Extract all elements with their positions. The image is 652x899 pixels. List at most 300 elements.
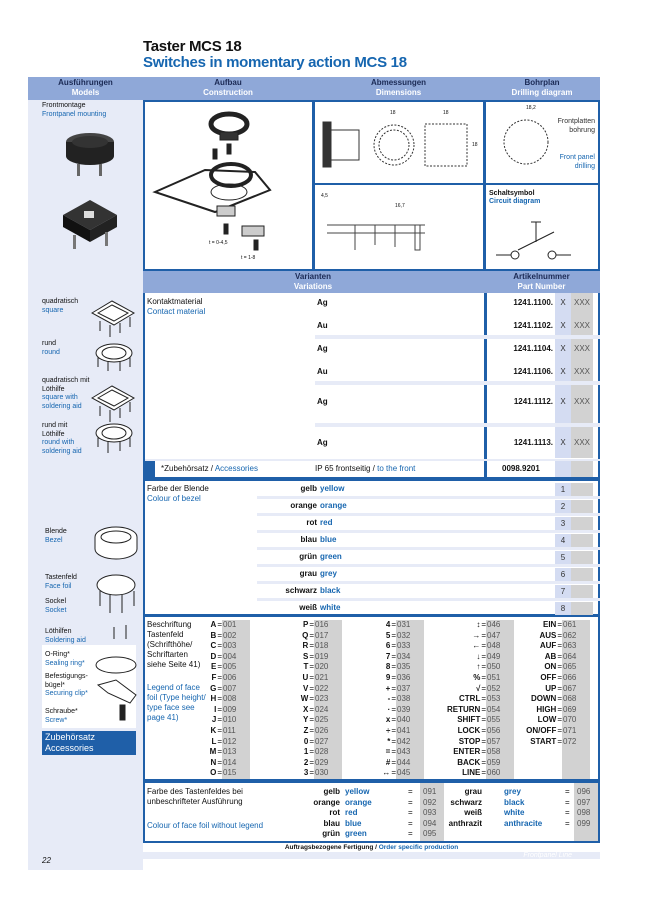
legend-key: U	[302, 672, 309, 682]
legend-entry	[208, 726, 250, 737]
bezel-color-de: grün	[299, 552, 317, 561]
face-color-en: black	[504, 797, 525, 807]
equals-sign: =	[217, 641, 222, 651]
page-title	[143, 39, 407, 71]
equals-sign: =	[408, 818, 413, 828]
equals-sign: =	[481, 736, 486, 746]
equals-sign: =	[557, 672, 562, 682]
contact-material-value: Au	[317, 367, 328, 376]
circuit-label-en: Circuit diagram	[489, 198, 541, 205]
legend-key: DOWN	[531, 694, 557, 704]
legend-entry	[520, 684, 590, 695]
legend-entry	[382, 694, 424, 705]
part-number: 1241.1104.	[513, 344, 553, 353]
acc-en: Accessories	[45, 743, 94, 753]
bezel-color-table	[143, 479, 600, 616]
side-dimension-diagram	[313, 183, 485, 271]
equals-sign: =	[557, 641, 562, 651]
legend-code: 044	[396, 758, 424, 769]
mounting-label	[42, 102, 106, 119]
part-number-x: X	[560, 321, 566, 330]
legend-entry	[382, 684, 424, 695]
legend-entry	[382, 620, 424, 631]
footer-de: Auftragsbezogene Fertigung /	[284, 844, 377, 851]
legend-entry	[208, 684, 250, 695]
legend-entry	[438, 652, 514, 663]
part-en: Screw*	[45, 716, 68, 724]
round-switch-photo	[66, 133, 114, 176]
part-number-xxx: XXX	[573, 397, 590, 406]
legend-code: 039	[396, 705, 424, 716]
legend-empty	[520, 747, 590, 758]
equals-sign: =	[557, 694, 562, 704]
legend-key: R	[302, 641, 309, 651]
bezel-code-placeholder	[571, 551, 593, 564]
equals-sign: =	[557, 620, 562, 629]
equals-sign: =	[309, 662, 314, 672]
legend-code: 035	[396, 662, 424, 673]
face-color-code: 091	[423, 787, 437, 796]
equals-sign: =	[481, 715, 486, 725]
part-securing-clip	[45, 673, 91, 699]
part-number: 1241.1102.	[513, 321, 553, 330]
legend-entry	[382, 758, 424, 769]
part-number-xxx: XXX	[573, 344, 590, 353]
legend-key: LINE	[462, 768, 481, 778]
bezel-color-de: grau	[299, 569, 317, 578]
equals-sign: =	[217, 757, 222, 767]
legend-key: ↕	[476, 620, 481, 629]
legend-key: Y	[302, 715, 309, 725]
face-color-code: 093	[423, 808, 437, 817]
bezel-color-de: orange	[290, 501, 317, 510]
equals-sign: =	[391, 641, 396, 651]
equals-sign: =	[309, 757, 314, 767]
face-color-de: gelb	[323, 787, 340, 796]
legend-key: →	[472, 630, 481, 640]
header-construction	[143, 77, 313, 100]
contact-material-label	[147, 297, 205, 317]
equals-sign: =	[481, 630, 486, 640]
legend-empty	[520, 768, 590, 779]
face-color-de: orange	[313, 797, 340, 807]
legend-entry	[208, 715, 250, 726]
part-number-xxx: XXX	[573, 298, 590, 307]
legend-entry	[208, 737, 250, 748]
legend-entry	[520, 641, 590, 652]
legend-code: 063	[562, 641, 590, 652]
equals-sign: =	[565, 818, 570, 828]
equals-sign: =	[408, 829, 413, 838]
part-de: Sockel	[45, 598, 67, 605]
equals-sign: =	[565, 808, 570, 817]
bezel-code-placeholder	[571, 585, 593, 598]
h-en: Part Number	[517, 282, 566, 291]
equals-sign: =	[481, 725, 486, 735]
equals-sign: =	[481, 662, 486, 672]
legend-key: D	[210, 651, 217, 661]
equals-sign: =	[309, 704, 314, 714]
legend-entry	[438, 684, 514, 695]
legend-entry	[300, 705, 342, 716]
bezel-color-code: 8	[555, 602, 571, 615]
equals-sign: =	[481, 672, 486, 682]
legend-key: X	[302, 704, 309, 714]
equals-sign: =	[481, 757, 486, 767]
part-number-x: X	[560, 397, 566, 406]
face-color-code: 092	[423, 797, 437, 807]
legend-code: 019	[314, 652, 342, 663]
column-divider	[484, 293, 487, 477]
bezel-color-de: schwarz	[285, 586, 317, 595]
equals-sign: =	[557, 704, 562, 714]
accessories-badge	[42, 731, 136, 755]
column-header-bar	[28, 77, 600, 100]
exploded-view-drawing	[145, 102, 312, 269]
equals-sign: =	[481, 620, 486, 629]
legend-key: F	[211, 672, 217, 682]
bezel-code-placeholder	[571, 568, 593, 581]
dim-label: 16,7	[395, 203, 405, 209]
bezel-color-code: 3	[555, 517, 571, 530]
legend-entry	[382, 662, 424, 673]
legend-code: 004	[222, 652, 250, 663]
face-foil-color-table	[143, 781, 600, 843]
legend-code: 069	[562, 705, 590, 716]
legend-code: 009	[222, 705, 250, 716]
equals-sign: =	[481, 704, 486, 714]
legend-entry	[520, 694, 590, 705]
legend-entry	[382, 768, 424, 779]
dim-label: 18,2	[526, 105, 536, 111]
legend-key: K	[210, 725, 217, 735]
legend-key: E	[210, 662, 217, 672]
legend-entry	[382, 673, 424, 684]
legend-key: 0	[303, 736, 309, 746]
drill-label-de: Frontplatten bohrung	[557, 118, 595, 134]
equals-sign: =	[408, 808, 413, 817]
legend-code: 049	[486, 652, 514, 663]
legend-entry	[382, 747, 424, 758]
model-en: square	[42, 306, 64, 314]
equals-sign: =	[217, 620, 222, 629]
part-en: Securing clip*	[45, 690, 88, 697]
equals-sign: =	[217, 725, 222, 735]
model-de: rund	[42, 340, 57, 347]
legend-entry	[300, 726, 342, 737]
part-number-xxx: XXX	[573, 321, 590, 330]
label-de: Kontaktmaterial	[147, 297, 203, 306]
row-separator	[257, 598, 600, 601]
equals-sign: =	[481, 747, 486, 757]
legend-code: 058	[486, 747, 514, 758]
bezel-code-placeholder	[571, 534, 593, 547]
equals-sign: =	[391, 768, 396, 778]
legend-key: #	[385, 757, 391, 767]
equals-sign: =	[309, 736, 314, 746]
legend-entry	[382, 705, 424, 716]
row-separator	[257, 581, 600, 584]
legend-key: EIN	[542, 620, 557, 629]
equals-sign: =	[391, 725, 396, 735]
legend-entry	[520, 705, 590, 716]
part-number-x: X	[560, 298, 566, 307]
legend-key: S	[302, 651, 309, 661]
equals-sign: =	[391, 694, 396, 704]
bezel-color-code: 1	[555, 483, 571, 496]
legend-entry	[208, 705, 250, 716]
equals-sign: =	[391, 651, 396, 661]
equals-sign: =	[557, 683, 562, 693]
face-color-de: schwarz	[450, 797, 482, 807]
legend-code: 031	[396, 620, 424, 631]
acc-de: *Zubehörsatz /	[161, 464, 214, 473]
legend-entry	[382, 715, 424, 726]
legend-entry	[300, 684, 342, 695]
h-en: Models	[71, 88, 100, 97]
legend-entry	[208, 662, 250, 673]
mounting-en: Frontpanel mounting	[42, 110, 107, 118]
equals-sign: =	[217, 736, 222, 746]
legend-key: UP	[545, 683, 557, 693]
legend-code: 071	[562, 726, 590, 737]
legend-code: 027	[314, 737, 342, 748]
equals-sign: =	[557, 725, 562, 735]
row-separator	[257, 547, 600, 550]
contact-material-value: Ag	[317, 344, 328, 353]
part-en: Sealing ring*	[45, 659, 85, 667]
legend-code: 066	[562, 673, 590, 684]
bezel-color-en: grey	[320, 569, 337, 578]
legend-key: C	[210, 641, 217, 651]
equals-sign: =	[217, 715, 222, 725]
legend-key: LOW	[537, 715, 557, 725]
legend-code: 036	[396, 673, 424, 684]
legend-code: 064	[562, 652, 590, 663]
legend-key: V	[302, 683, 309, 693]
face-color-code: 096	[577, 787, 591, 796]
legend-entry	[382, 726, 424, 737]
models-list	[42, 298, 90, 456]
legend-key: Q	[302, 630, 309, 640]
equals-sign: =	[557, 651, 562, 661]
equals-sign: =	[309, 694, 314, 704]
part-en: Socket	[45, 606, 67, 614]
legend-code: 020	[314, 662, 342, 673]
legend-entry	[438, 673, 514, 684]
bezel-color-de: blau	[300, 535, 317, 544]
equals-sign: =	[217, 704, 222, 714]
legend-entry	[300, 768, 342, 779]
parts-drawings	[92, 525, 140, 730]
equals-sign: =	[391, 715, 396, 725]
legend-entry	[520, 673, 590, 684]
legend-key: T	[303, 662, 309, 672]
legend-entry	[300, 673, 342, 684]
equals-sign: =	[217, 694, 222, 704]
contact-material-value: Ag	[317, 397, 328, 406]
header-dimensions	[313, 77, 484, 100]
bezel-code-placeholder	[571, 483, 593, 496]
legend-key: G	[210, 683, 217, 693]
legend-code: 059	[486, 758, 514, 769]
legend-code: 048	[486, 641, 514, 652]
construction-diagram	[143, 100, 314, 271]
bezel-color-code: 5	[555, 551, 571, 564]
equals-sign: =	[391, 736, 396, 746]
legend-key: LOCK	[457, 725, 481, 735]
equals-sign: =	[309, 725, 314, 735]
face-color-en: anthracite	[504, 818, 543, 828]
legend-entry	[438, 737, 514, 748]
legend-entry	[208, 641, 250, 652]
legend-key: RETURN	[446, 704, 481, 714]
equals-sign: =	[557, 630, 562, 640]
title-en: Switches in momentary action MCS 18	[143, 54, 407, 71]
equals-sign: =	[309, 715, 314, 725]
legend-entry	[438, 758, 514, 769]
part-number: 1241.1112.	[513, 397, 553, 406]
legend-code: 007	[222, 684, 250, 695]
legend-code: 053	[486, 694, 514, 705]
legend-entry	[208, 620, 250, 631]
equals-sign: =	[565, 787, 570, 796]
legend-code: 033	[396, 641, 424, 652]
h-en: Dimensions	[375, 88, 422, 97]
legend-entry	[520, 737, 590, 748]
legend-column	[520, 620, 590, 779]
part-sealing-ring	[45, 651, 85, 668]
h-de: Artikelnummer	[513, 272, 570, 281]
equals-sign: =	[391, 683, 396, 693]
legend-key: 9	[385, 672, 391, 682]
equals-sign: =	[309, 641, 314, 651]
legend-code: 015	[222, 768, 250, 779]
contact-material-value: Ag	[317, 438, 328, 447]
part-number-xxx: XXX	[573, 367, 590, 376]
equals-sign: =	[391, 662, 396, 672]
model-en: round	[42, 348, 60, 356]
legend-entry	[300, 620, 342, 631]
h-de: Ausführungen	[58, 78, 113, 87]
face-color-en: green	[345, 829, 367, 838]
equals-sign: =	[391, 757, 396, 767]
face-color-de: anthrazit	[448, 818, 482, 828]
legend-entry	[208, 652, 250, 663]
legend-code: 061	[562, 620, 590, 631]
equals-sign: =	[391, 747, 396, 757]
legend-key: STOP	[458, 736, 481, 746]
dim-label: 18	[443, 110, 449, 116]
legend-entry	[438, 705, 514, 716]
label-de: Farbe der Blende	[147, 484, 209, 493]
legend-entry	[520, 726, 590, 737]
row-separator	[315, 335, 600, 339]
legend-code: 017	[314, 631, 342, 642]
acc-en: Accessories	[214, 464, 258, 473]
side-view-drawing	[315, 185, 483, 269]
legend-entry	[300, 652, 342, 663]
square-switch-photo	[63, 200, 117, 249]
bezel-code-placeholder	[571, 517, 593, 530]
dimension-drawing	[315, 102, 483, 183]
legend-entry	[382, 652, 424, 663]
row-separator	[315, 381, 600, 385]
contact-material-value: Au	[317, 321, 328, 330]
legend-key: 4	[385, 620, 391, 629]
equals-sign: =	[309, 747, 314, 757]
circuit-diagram	[484, 183, 600, 271]
legend-key: OFF	[540, 672, 557, 682]
part-de: Befestigungs-bügel*	[45, 673, 88, 689]
equals-sign: =	[217, 630, 222, 640]
equals-sign: =	[309, 630, 314, 640]
bezel-color-de: gelb	[300, 484, 317, 493]
legend-column	[382, 620, 424, 779]
legend-code: 038	[396, 694, 424, 705]
model-square-soldering	[42, 377, 90, 422]
legend-entry	[300, 737, 342, 748]
equals-sign: =	[217, 651, 222, 661]
row-separator	[315, 423, 600, 427]
legend-code: 011	[222, 726, 250, 737]
legend-key: %	[473, 672, 481, 682]
face-color-de: grün	[322, 829, 340, 838]
equals-sign: =	[391, 672, 396, 682]
equals-sign: =	[481, 768, 486, 778]
row-separator	[257, 564, 600, 567]
dim-label: 4,5	[321, 193, 328, 199]
part-socket	[45, 598, 66, 615]
bezel-color-de: weiß	[299, 603, 317, 612]
legend-key: CTRL	[459, 694, 481, 704]
legend-key: -	[387, 694, 391, 704]
legend-code: 001	[222, 620, 250, 631]
legend-code: 018	[314, 641, 342, 652]
legend-code: 043	[396, 747, 424, 758]
part-soldering-aid	[45, 628, 86, 645]
equals-sign: =	[217, 672, 222, 682]
part-face-foil	[45, 574, 77, 591]
legend-key: J	[211, 715, 217, 725]
bezel-color-en: blue	[320, 535, 337, 544]
product-line-label: Frontpanel Line	[143, 852, 600, 859]
footer-en: Order specific production	[378, 844, 459, 851]
legend-entry	[300, 747, 342, 758]
legend-code: 026	[314, 726, 342, 737]
legend-key: HIGH	[536, 704, 557, 714]
legend-code: 055	[486, 715, 514, 726]
model-square	[42, 298, 90, 340]
legend-code: 012	[222, 737, 250, 748]
legend-code: 016	[314, 620, 342, 631]
legend-column	[300, 620, 342, 779]
part-number: 1241.1113.	[513, 438, 553, 447]
legend-entry	[438, 694, 514, 705]
row-separator	[257, 530, 600, 533]
equals-sign: =	[217, 662, 222, 672]
legend-code: 068	[562, 694, 590, 705]
legend-entry	[208, 694, 250, 705]
legend-key: N	[210, 757, 217, 767]
legend-code: 037	[396, 684, 424, 695]
equals-sign: =	[481, 694, 486, 704]
legend-code-empty	[562, 768, 590, 779]
legend-entry	[520, 662, 590, 673]
circuit-label-de: Schaltsymbol	[489, 190, 535, 197]
face-color-en: yellow	[345, 787, 370, 796]
title-de: Taster MCS 18	[143, 38, 242, 55]
